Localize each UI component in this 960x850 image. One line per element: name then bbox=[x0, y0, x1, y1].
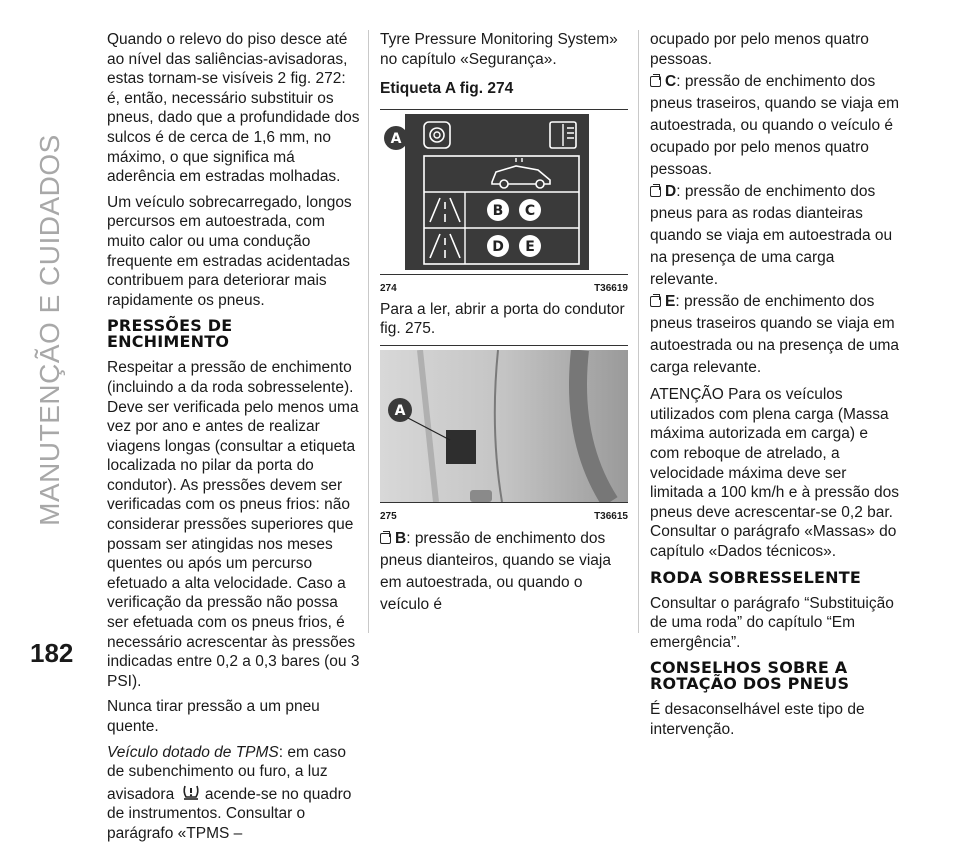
paragraph-tyre-rotation: É desaconselhável este tipo de intervenção. bbox=[650, 701, 865, 738]
figure-275-caption bbox=[380, 502, 628, 527]
figure-274-code: T36619 bbox=[594, 282, 628, 294]
item-c-text: : pressão de enchimento dos pneus traseiros, quando se viaja em autoestrada, ou quando o veículo é ocupado por pelo menos quatro pessoas. bbox=[650, 73, 900, 179]
item-e bbox=[650, 291, 900, 379]
column-divider bbox=[638, 30, 639, 633]
item-e-text: : pressão de enchimento dos pneus traseiros quando se viaja em autoestrada ou na presença de uma carga relevante. bbox=[650, 293, 900, 377]
paragraph-item-b-continued: ocupado por pelo menos quatro pessoas. bbox=[650, 31, 869, 68]
item-d bbox=[650, 181, 900, 291]
column-divider bbox=[368, 30, 369, 633]
item-d-text: : pressão de enchimento dos pneus para as rodas dianteiras quando se viaja em autoestrada ou na presença de uma carga relevante. bbox=[650, 183, 893, 289]
figure-275-code: T36615 bbox=[594, 510, 628, 522]
label-a-badge: A bbox=[394, 402, 406, 419]
column-1 bbox=[107, 30, 360, 850]
label-a-badge: A bbox=[390, 130, 402, 147]
checkbox-bullet-icon bbox=[380, 531, 392, 544]
heading-tyre-rotation: CONSELHOS SOBRE A ROTAÇÃO DOS PNEUS bbox=[650, 658, 850, 694]
item-c bbox=[650, 71, 900, 181]
item-d-key: D bbox=[665, 183, 677, 201]
item-e-key: E bbox=[665, 293, 676, 311]
door-pillar-photo bbox=[380, 350, 628, 502]
paragraph-inflation-pressure: Respeitar a pressão de enchimento (incluindo a da roda sobresselente). Deve ser verificada pelo menos uma vez por ano e antes de realizar viagens longas (consultar a etiqueta localizada no pilar da porta do condutor). As pressões devem ser verificadas com os pneus frios: não considerar pressões superiores que possam ser atingidas nos meses quentes ou após um percurso efetuado a alta velocidade. Caso a verificação da pressão não possa ser efetuada com os pneus frios, é necessário acrescentar às pressões indicadas entre 0,2 a 0,3 bares (ou 3 PSI). bbox=[107, 359, 360, 690]
item-c-key: C bbox=[665, 73, 677, 91]
paragraph-attention: ATENÇÃO Para os veículos utilizados com plena carga (Massa máxima autorizada em carga) e com reboque de atrelado, a velocidade máxima deve ser limitada a 100 km/h e à pressão dos pneus deve acrescentar-se 0,2 bar. Consultar o parágrafo «Massas» do capítulo «Dados técnicos». bbox=[650, 386, 899, 560]
paragraph-tpms bbox=[107, 743, 360, 844]
paragraph-hot-tyre: Nunca tirar pressão a um pneu quente. bbox=[107, 698, 320, 735]
label-b-badge: B bbox=[492, 202, 504, 219]
figure-274-number: 274 bbox=[380, 282, 397, 294]
item-b bbox=[380, 528, 628, 616]
checkbox-bullet-icon bbox=[650, 74, 662, 87]
figure-274-caption bbox=[380, 274, 628, 299]
paragraph-open-door: Para a ler, abrir a porta do condutor fig. 275. bbox=[380, 300, 625, 338]
figure-274 bbox=[380, 109, 628, 292]
tpms-warning-icon bbox=[181, 782, 201, 802]
tpms-italic-text: Veículo dotado de TPMS bbox=[107, 743, 279, 761]
label-e-badge: E bbox=[525, 238, 535, 255]
tpms-text-b: acende-se no quadro de instrumentos. Consultar o parágrafo «TPMS – bbox=[107, 785, 352, 842]
page-number: 182 bbox=[30, 638, 74, 668]
label-d-badge: D bbox=[492, 238, 504, 255]
heading-label-a: Etiqueta A fig. 274 bbox=[380, 80, 514, 98]
checkbox-bullet-icon bbox=[650, 294, 662, 307]
label-c-badge: C bbox=[524, 202, 536, 219]
paragraph-overload: Um veículo sobrecarregado, longos percursos em autoestrada, com muito calor ou uma condução frequente em estradas acidentadas contribuem para deteriorar mais rapidamente os pneus. bbox=[107, 193, 352, 309]
paragraph-tread-wear: Quando o relevo do piso desce até ao nível das saliências-avisadoras, estas tornam-se visíveis 2 fig. 272: é, então, necessário substituir os pneus, dado que a profundidade dos sulcos é de cerca de 1,6 mm, no máximo, o que significa má aderência em estradas molhadas. bbox=[107, 31, 360, 186]
column-3 bbox=[650, 30, 900, 746]
tyre-label-illustration bbox=[380, 114, 628, 274]
checkbox-bullet-icon bbox=[650, 184, 662, 197]
heading-spare-wheel: RODA SOBRESSELENTE bbox=[650, 567, 861, 587]
figure-275 bbox=[380, 345, 628, 520]
tpms-text-a: : em caso de subenchimento ou furo, a luz avisadora bbox=[107, 743, 346, 803]
heading-inflation-pressures: PRESSÕES DE ENCHIMENTO bbox=[107, 316, 233, 352]
item-b-text: : pressão de enchimento dos pneus dianteiros, quando se viaja em autoestrada, ou quando o veículo é bbox=[380, 529, 611, 613]
figure-275-number: 275 bbox=[380, 510, 397, 522]
side-section-title-text: MANUTENÇÃO E CUIDADOS bbox=[34, 134, 65, 526]
paragraph-spare-wheel: Consultar o parágrafo “Substituição de uma roda” do capítulo “Em emergência”. bbox=[650, 594, 894, 651]
column-2 bbox=[380, 30, 628, 622]
paragraph-tpms-continued: Tyre Pressure Monitoring System» no capítulo «Segurança». bbox=[380, 31, 618, 68]
item-b-key: B bbox=[395, 529, 407, 547]
